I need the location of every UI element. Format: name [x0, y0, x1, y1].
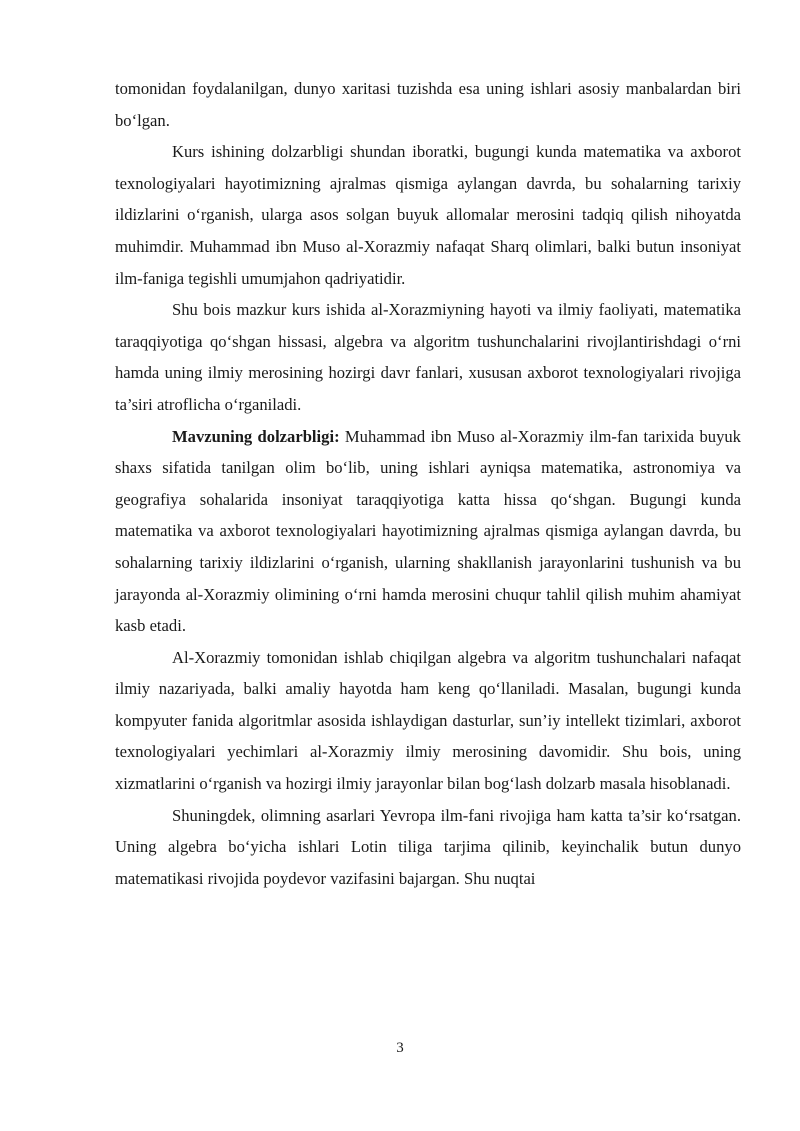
page-number: 3 — [396, 1040, 404, 1056]
paragraph-2 — [115, 136, 741, 294]
paragraph-6-text: Shuningdek, olimning asarlari Yevropa ilm-fani rivojiga ham katta ta’sir ko‘rsatgan. Uning algebra bo‘yicha ishlari Lotin tiliga tarjima qilinib, keyinchalik butun dunyo matematikasi rivojida poydevor vazifasini bajargan. Shu nuqtai — [115, 805, 741, 888]
document-body — [115, 73, 741, 894]
paragraph-4-heading: Mavzuning dolzarbligi: — [172, 426, 340, 446]
paragraph-3 — [115, 294, 741, 420]
paragraph-4-text: Muhammad ibn Muso al-Xorazmiy ilm-fan tarixida buyuk shaxs sifatida tanilgan olim bo‘lib, uning ishlari ayniqsa matematika, astronomiya va geografiya sohalarida insoniyat taraqqiyotiga katta hissa qo‘shgan. Bugungi kunda matematika va axborot texnologiyalari hayotimizning ajralmas qismiga aylangan davrda, bu sohalarning tarixiy ildizlarini o‘rganish, ularning shakllanish jarayonlarini tushunish va bu jarayonda al-Xorazmiy olimining o‘rni hamda merosini chuqur tahlil qilish muhim ahamiyat kasb etadi. — [115, 426, 741, 636]
paragraph-3-text: Shu bois mazkur kurs ishida al-Xorazmiyning hayoti va ilmiy faoliyati, matematika taraqqiyotiga qo‘shgan hissasi, algebra va algoritm tushunchalarini rivojlantirishdagi o‘rni hamda uning ilmiy merosining hozirgi davr fanlari, xususan axborot texnologiyalari rivojiga ta’siri atroflicha o‘rganiladi. — [115, 300, 741, 414]
paragraph-4 — [115, 421, 741, 642]
paragraph-1-text: tomonidan foydalanilgan, dunyo xaritasi tuzishda esa uning ishlari asosiy manbalardan biri bo‘lgan. — [115, 79, 741, 130]
paragraph-6 — [115, 800, 741, 895]
paragraph-1 — [115, 73, 741, 136]
paragraph-5 — [115, 642, 741, 800]
paragraph-2-text: Kurs ishining dolzarbligi shundan iboratki, bugungi kunda matematika va axborot texnologiyalari hayotimizning ajralmas qismiga aylangan davrda, bu sohalarning tarixiy ildizlarini o‘rganish, ularga asos solgan buyuk allomalar merosini tadqiq qilish nihoyatda muhimdir. Muhammad ibn Muso al-Xorazmiy nafaqat Sharq olimlari, balki butun insoniyat ilm-faniga tegishli umumjahon qadriyatidir. — [115, 142, 741, 288]
paragraph-5-text: Al-Xorazmiy tomonidan ishlab chiqilgan algebra va algoritm tushunchalari nafaqat ilmiy nazariyada, balki amaliy hayotda ham keng qo‘llaniladi. Masalan, bugungi kunda kompyuter fanida algoritmlar asosida ishlaydigan dasturlar, sun’iy intellekt tizimlari, axborot texnologiyalari yechimlari al-Xorazmiy ilmiy merosining davomidir. Shu bois, uning xizmatlarini o‘rganish va hozirgi ilmiy jarayonlar bilan bog‘lash dolzarb masala hisoblanadi. — [115, 647, 741, 794]
